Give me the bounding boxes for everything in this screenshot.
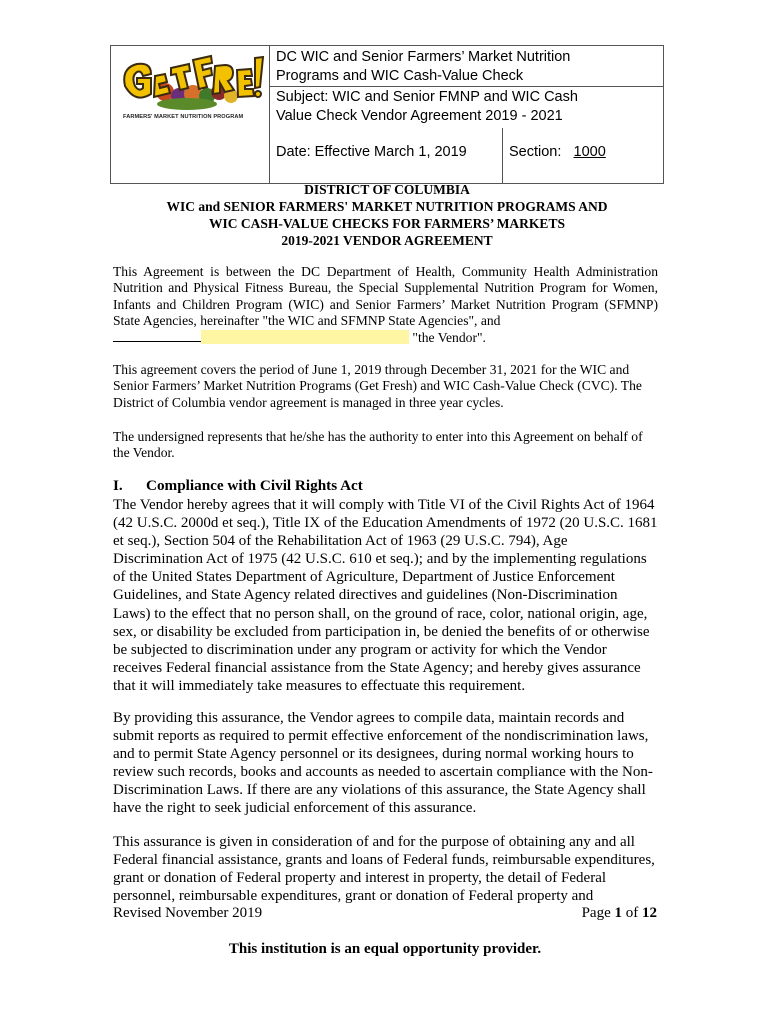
period-paragraph: This agreement covers the period of June 1, 2019 through December 31, 2021 for the WIC and Senior Farmers’ Market Nutrition Programs (Get Fresh) and WIC Cash-Value Check (CVC). The District of Columbia vendor agreement is managed in three year cycles. <box>113 362 642 410</box>
document-title-line-2: WIC and SENIOR FARMERS' MARKET NUTRITION PROGRAMS AND <box>166 199 608 214</box>
document-header <box>110 45 664 184</box>
header-subject-line-1: Subject: WIC and Senior FMNP and WIC Cash <box>276 89 578 105</box>
document-title-line-4: 2019-2021 VENDOR AGREEMENT <box>281 233 493 248</box>
page-prefix: Page <box>581 905 611 921</box>
logo-caption: FARMERS' MARKET NUTRITION PROGRAM <box>123 114 244 120</box>
page-total: 12 <box>642 905 657 921</box>
section-number: 1000 <box>573 144 606 160</box>
header-title-line-1: DC WIC and Senior Farmers’ Market Nutrition <box>276 49 571 65</box>
page-number <box>582 905 657 922</box>
header-subject-line-2: Value Check Vendor Agreement 2019 - 2021 <box>276 108 563 124</box>
section-1-heading <box>113 477 363 495</box>
document-title-line-3: WIC CASH-VALUE CHECKS FOR FARMERS’ MARKETS <box>209 216 565 231</box>
equal-opportunity-statement: This institution is an equal opportunity provider. <box>228 941 542 957</box>
vendor-suffix: "the Vendor". <box>412 329 486 345</box>
header-date: Date: Effective March 1, 2019 <box>270 128 503 184</box>
section-1-paragraph-2: By providing this assurance, the Vendor agrees to compile data, maintain records and submit reports as required to permit effective enforcement of the nondiscrimination laws, and to permit State Agency personnel or its designees, during normal working hours to review such records, books and accounts as needed to ascertain compliance with the Non-Discrimination Laws. If there are any violations of this assurance, the State Agency shall have the right to seek judicial enforcement of this assurance. <box>113 710 653 817</box>
section-1-numeral: I. <box>113 477 123 494</box>
page-current: 1 <box>614 905 622 921</box>
header-section <box>503 128 664 184</box>
intro-text: This Agreement is between the DC Department of Health, Community Health Administration Nutrition and Physical Fitness Bureau, the Special Supplemental Nutrition Program for Women, Infants and Children Program (WIC) and Senior Farmers’ Market Nutrition Program (SFMNP) State Agencies, hereinafter "the WIC and SFMNP State Agencies", and <box>113 264 658 329</box>
document-title-line-1: DISTRICT OF COLUMBIA <box>304 182 470 197</box>
page-of: of <box>625 905 639 921</box>
vendor-name-highlight[interactable] <box>201 330 409 344</box>
section-1-paragraph-1: The Vendor hereby agrees that it will comply with Title VI of the Civil Rights Act of 1964 (42 U.S.C. 2000d et seq.), Title IX of the Education Amendments of 1972 (20 U.S.C. 1681 et seq.), Section 504 of the Rehabilitation Act of 1963 (29 U.S.C. 794), Age Discrimination Act of 1975 (42 U.S.C. 610 et seq.); and by the implementing regulations of the United States Department of Agriculture, Department of Justice Enforcement Guidelines, and State Agency related directives and guidelines (Non-Discrimination Laws) to the effect that no person shall, on the ground of race, color, national origin, age, sex, or disability be excluded from participation in, be denied the benefits of or otherwise be subjected to discrimination under any program or activity for which the Vendor receives Federal financial assistance from the State Agency; and hereby gives assurance that it will immediately take measures to effectuate this requirement. <box>113 497 658 694</box>
header-title <box>270 46 664 87</box>
get-fresh-logo <box>113 46 267 162</box>
header-title-line-2: Programs and WIC Cash-Value Check <box>276 68 524 84</box>
section-label: Section: <box>509 144 562 160</box>
authority-paragraph: The undersigned represents that he/she has the authority to enter into this Agreement on behalf of the Vendor. <box>113 429 643 461</box>
header-subject <box>270 87 664 129</box>
section-1-paragraph-3: This assurance is given in consideration of and for the purpose of obtaining any and all Federal financial assistance, grants and loans of Federal funds, reimbursable expenditures, grant or donation of Federal property and interest in property, the detail of Federal personnel, reimbursable expenditures, grant or donation of Federal property and <box>113 834 655 905</box>
vendor-name-blank[interactable] <box>113 330 201 342</box>
document-title <box>110 181 664 249</box>
logo-cell <box>111 46 270 184</box>
revised-date: Revised November 2019 <box>113 905 263 921</box>
intro-paragraph <box>113 264 658 346</box>
section-1-title: Compliance with Civil Rights Act <box>146 477 363 494</box>
